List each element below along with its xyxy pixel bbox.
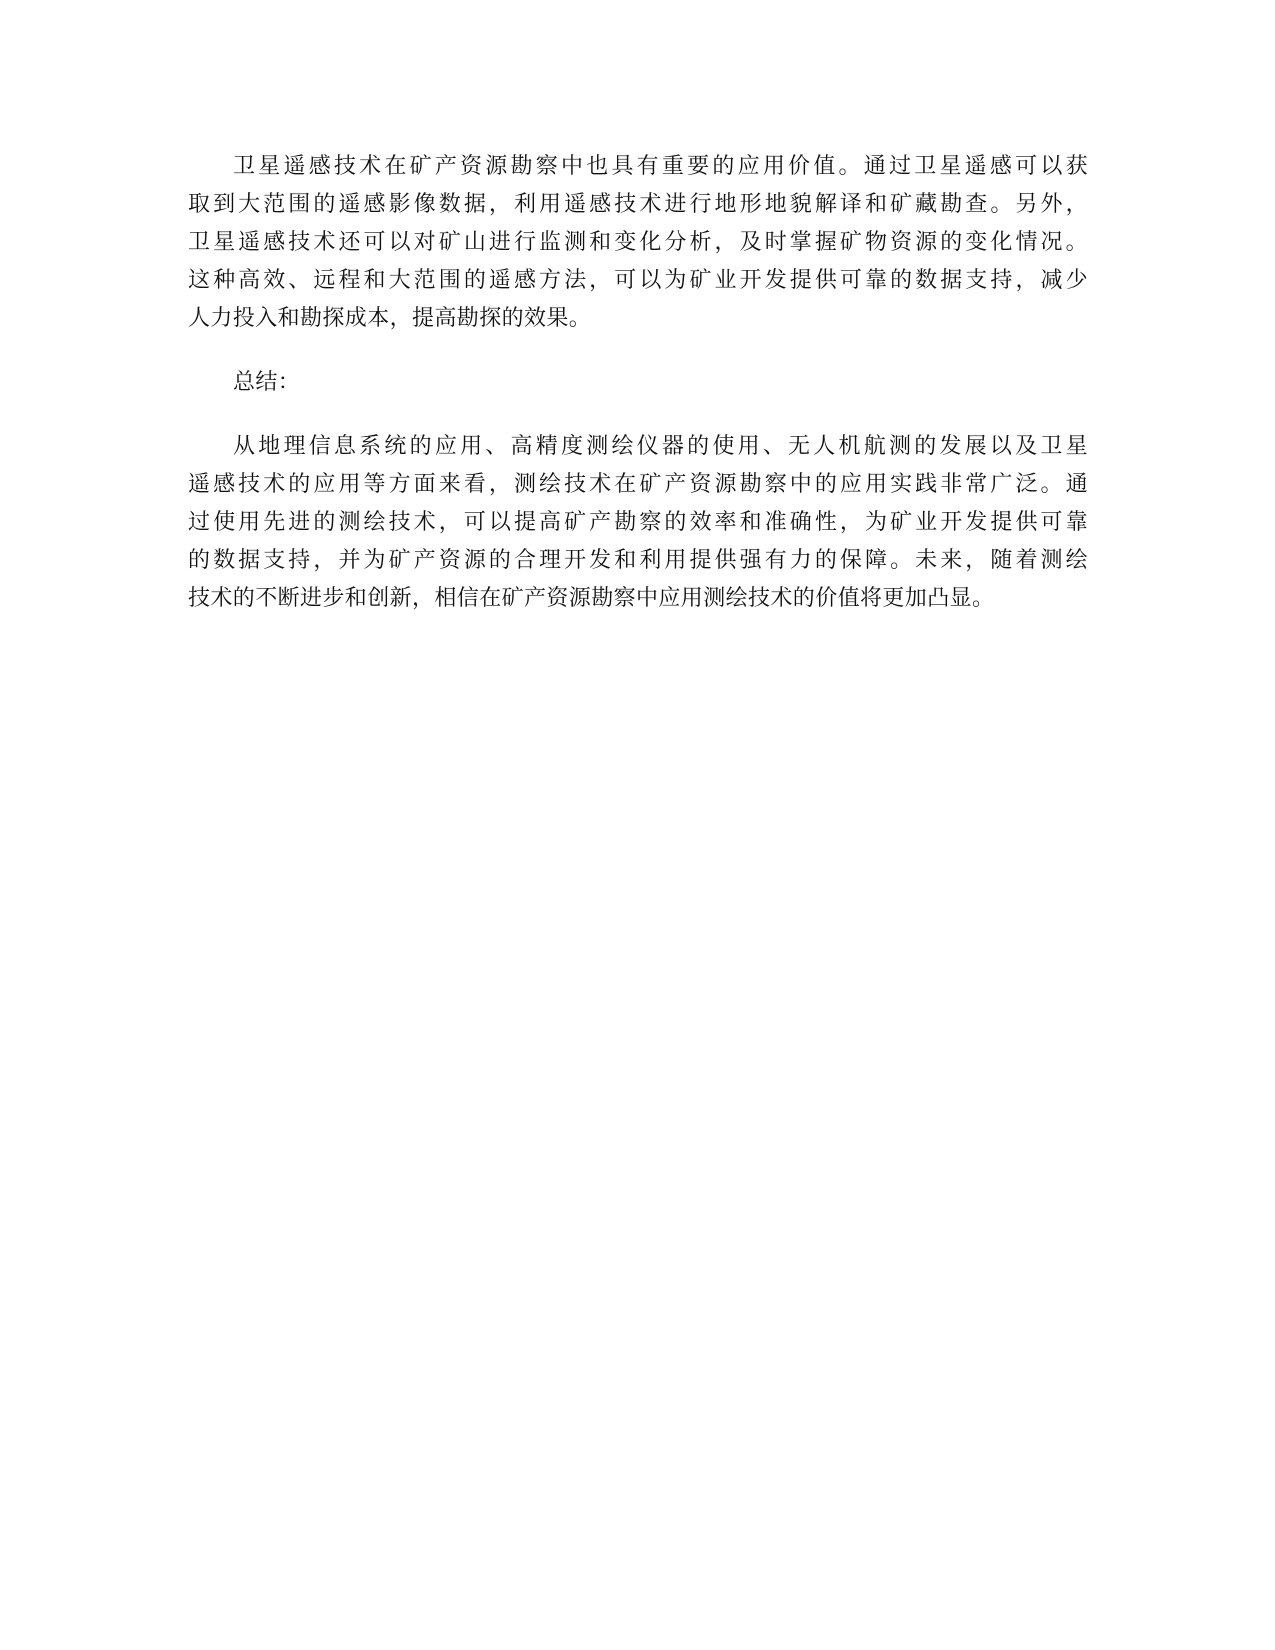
document-body: [188, 148, 1088, 644]
paragraph-summary: [188, 428, 1088, 618]
paragraph-line: 技术的不断进步和创新，相信在矿产资源勘察中应用测绘技术的价值将更加凸显。: [188, 586, 995, 611]
paragraph-line: 人力投入和勘探成本，提高勘探的效果。: [188, 306, 592, 331]
paragraph-line: 过使用先进的测绘技术，可以提高矿产勘察的效率和准确性，为矿业开发提供可靠: [188, 510, 1088, 535]
paragraph-line: 从地理信息系统的应用、高精度测绘仪器的使用、无人机航测的发展以及卫星: [233, 434, 1088, 459]
paragraph-satellite-remote-sensing: [188, 148, 1088, 338]
paragraph-line: 这种高效、远程和大范围的遥感方法，可以为矿业开发提供可靠的数据支持，减少: [188, 268, 1088, 293]
paragraph-line: 遥感技术的应用等方面来看，测绘技术在矿产资源勘察中的应用实践非常广泛。通: [188, 472, 1088, 497]
summary-heading: 总结：: [233, 370, 301, 395]
paragraph-line: 取到大范围的遥感影像数据，利用遥感技术进行地形地貌解译和矿藏勘查。另外，: [188, 192, 1088, 217]
paragraph-line: 卫星遥感技术在矿产资源勘察中也具有重要的应用价值。通过卫星遥感可以获: [233, 154, 1088, 179]
paragraph-line: 卫星遥感技术还可以对矿山进行监测和变化分析，及时掌握矿物资源的变化情况。: [188, 230, 1088, 255]
paragraph-line: 的数据支持，并为矿产资源的合理开发和利用提供强有力的保障。未来，随着测绘: [188, 548, 1088, 573]
